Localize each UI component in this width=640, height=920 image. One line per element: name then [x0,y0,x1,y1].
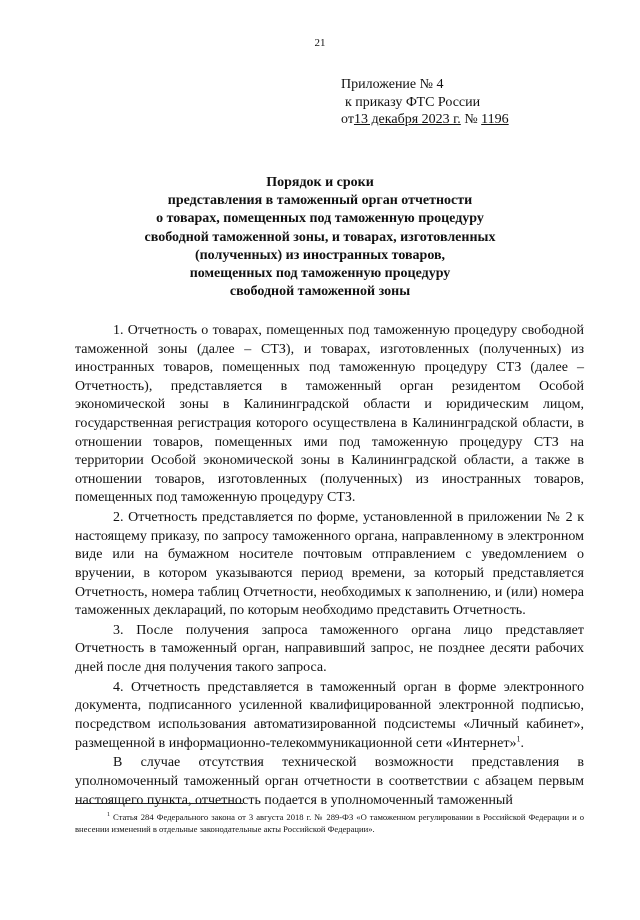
appendix-date: 13 декабря 2023 г. [353,112,461,127]
paragraph-5: В случае отсутствия технической возможности представления в уполномоченный таможенный орган отчетности в соответствии с абзацем первым настоящего пункта, отчетность подается в уполномоченный таможенный [75,755,584,808]
appendix-header [341,76,509,129]
page-number: 21 [314,37,326,49]
appendix-number: 1196 [481,112,509,127]
appendix-line2: к приказу ФТС России [345,94,481,110]
title-line: (полученных) из иностранных товаров, [194,247,446,263]
title-line: свободной таможенной зоны [229,284,411,300]
appendix-line1: Приложение № 4 [341,77,444,92]
footnote [75,811,584,836]
appendix-number-sign: № [464,112,478,127]
paragraph-1: 1. Отчетность о товарах, помещенных под таможенную процедуру свободной таможенной зоны (далее – СТЗ), и товарах, изготовленных (полученных) из иностранных товаров, помещенных под таможенную процедуру СТЗ (далее – Отчетность), представляется в таможенный орган резидентом Особой экономической зоны в Калининградской области и юридическим лицом, государственная регистрация которого осуществлена в Калининградской области, в отношении товаров, помещенных ими под таможенную процедуру СТЗ на территории Особой экономической зоны в Калининградской области, а также в отношении товаров, изготовленных (полученных) из иностранных товаров, помещенных под таможенную процедуру СТЗ. [75,323,584,506]
appendix-date-line [341,111,509,129]
paragraph-4: 4. Отчетность представляется в таможенный орган в форме электронного документа, подписанного усиленной квалифицированной электронной подписью, посредством использования автоматизированной подсистемы «Личный кабинет», размещенной в информационно-телекоммуникационной сети «Интернет»$^1$. [75,679,584,751]
paragraph-3: 3. После получения запроса таможенного органа лицо представляет Отчетность в таможенный орган, направивший запрос, не позднее десяти рабочих дней после дня получения такого запроса. [75,622,584,676]
footnote-marker: 1 [107,812,110,819]
footnote-ref[interactable]: 1 [516,733,521,743]
paragraph-2: 2. Отчетность представляется по форме, установленной в приложении № 2 к настоящему приказу, по запросу таможенного органа, направленному в электронном виде или на бумажном носителе почтовым отправлением с уведомлением о вручении, в котором указываются период времени, за который представляется Отчетность, номера таблиц Отчетности, необходимых к заполнению, и (или) номера таможенных деклараций, по которым необходимо представить Отчетность. [75,510,584,619]
document-title [90,174,550,301]
appendix-date-prefix: от [341,112,354,127]
title-line: о товарах, помещенных под таможенную процедуру [156,211,484,227]
document-body [75,322,584,811]
title-line: помещенных под таможенную процедуру [189,266,451,282]
footnote-divider [75,803,243,804]
title-line: представления в таможенный орган отчетности [167,193,473,209]
title-line: Порядок и сроки [266,175,374,190]
title-line: свободной таможенной зоны, и товарах, изготовленных [144,229,496,245]
footnote-text: Статья 284 Федерального закона от 3 августа 2018 г. № 289-ФЗ «О таможенном регулировании в Российской Федерации и о внесении изменений в отдельные законодательные акты Российской Федерации». [75,812,584,835]
